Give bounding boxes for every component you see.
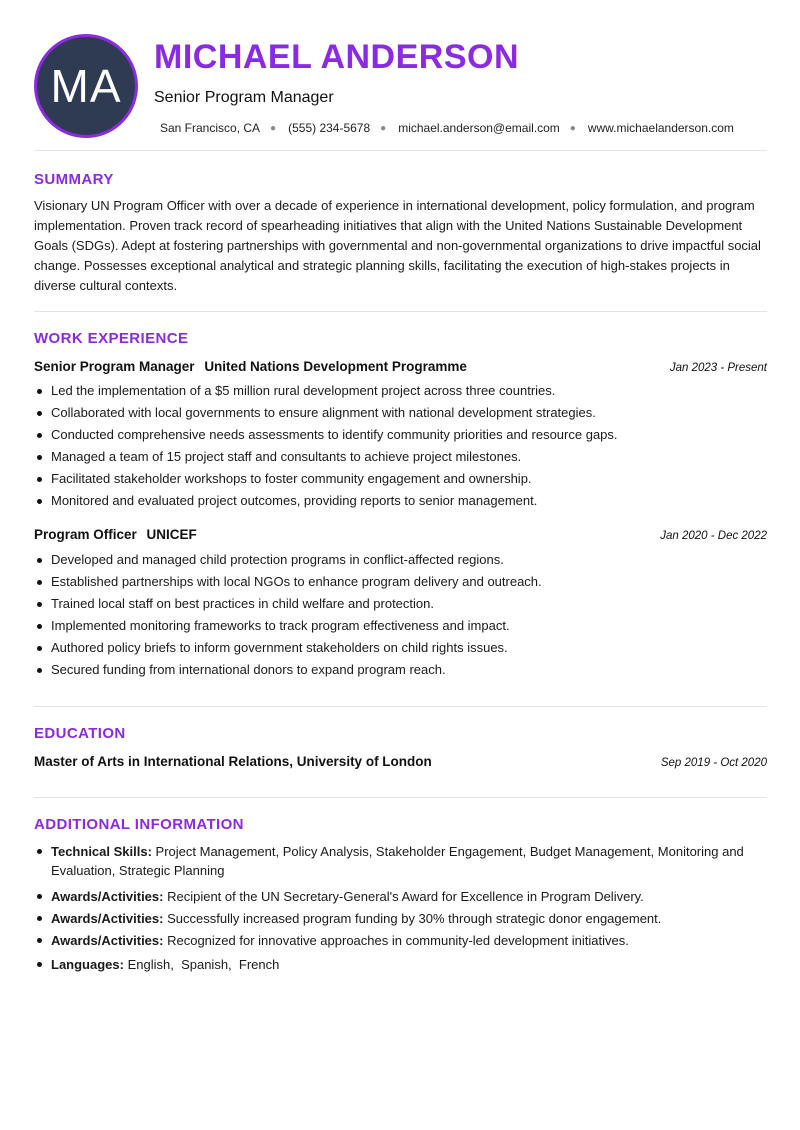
- contact-bar: [160, 121, 734, 135]
- job-organization: UNICEF: [146, 527, 197, 542]
- avatar: [34, 34, 138, 138]
- list-item: Secured funding from international donors to expand program reach.: [34, 659, 767, 681]
- list-item: Monitored and evaluated project outcomes, providing reports to senior management.: [34, 490, 767, 512]
- list-item: [34, 909, 767, 928]
- work-experience-heading: WORK EXPERIENCE: [34, 330, 189, 347]
- candidate-role: Senior Program Manager: [154, 89, 334, 106]
- additional-info-heading: ADDITIONAL INFORMATION: [34, 816, 244, 833]
- divider: [34, 150, 767, 151]
- separator-dot: ●: [270, 122, 277, 134]
- job-position: Program Officer: [34, 527, 137, 542]
- list-item: [34, 842, 767, 880]
- item-text: Recognized for innovative approaches in community-led development initiatives.: [167, 933, 629, 948]
- list-item: Developed and managed child protection programs in conflict-affected regions.: [34, 549, 767, 571]
- list-item: Established partnerships with local NGOs to enhance program delivery and outreach.: [34, 571, 767, 593]
- list-item: Trained local staff on best practices in child welfare and protection.: [34, 593, 767, 615]
- job-title: [34, 527, 197, 542]
- divider: [34, 706, 767, 707]
- email-link[interactable]: michael.anderson@email.com: [398, 121, 560, 135]
- job-organization: United Nations Development Programme: [204, 359, 467, 374]
- degree: Master of Arts in International Relations, University of London: [34, 754, 432, 769]
- job-position: Senior Program Manager: [34, 359, 195, 374]
- item-label: Technical Skills:: [51, 844, 152, 859]
- additional-info-list: [34, 842, 767, 974]
- job-title: [34, 359, 467, 374]
- list-item: Authored policy briefs to inform government stakeholders on child rights issues.: [34, 637, 767, 659]
- item-text: Project Management, Policy Analysis, Stakeholder Engagement, Budget Management, Monitoring and Evaluation, Strategic Planning: [51, 844, 744, 878]
- item-label: Awards/Activities:: [51, 933, 164, 948]
- summary-text: Visionary UN Program Officer with over a decade of experience in international development, policy formulation, and program implementation. Proven track record of spearheading initiatives that align with the United Nations Sustainable Development Goals (SDGs). Adept at fostering partnerships with governmental and non-governmental organizations to drive impactful social change. Possesses exceptional analytical and strategic planning skills, facilitating the execution of high-stakes projects in diverse cultural contexts.: [34, 198, 761, 293]
- education-entry: [34, 754, 767, 769]
- education-dates: Sep 2019 - Oct 2020: [660, 757, 767, 769]
- list-item: [34, 887, 767, 906]
- list-item: [34, 955, 767, 974]
- job-header: [34, 359, 767, 374]
- item-text: English, Spanish, French: [127, 957, 280, 972]
- list-item: Conducted comprehensive needs assessments to identify community priorities and resource gaps.: [34, 424, 767, 446]
- summary-heading: SUMMARY: [34, 171, 114, 188]
- list-item: Managed a team of 15 project staff and consultants to achieve project milestones.: [34, 446, 767, 468]
- website-link[interactable]: www.michaelanderson.com: [587, 121, 734, 135]
- job-dates: Jan 2020 - Dec 2022: [660, 530, 767, 542]
- item-label: Languages:: [51, 957, 124, 972]
- avatar-initials: MA: [50, 60, 122, 112]
- separator-dot: ●: [380, 122, 387, 134]
- list-item: Collaborated with local governments to ensure alignment with national development strategies.: [34, 402, 767, 424]
- list-item: Facilitated stakeholder workshops to foster community engagement and ownership.: [34, 468, 767, 490]
- list-item: Led the implementation of a $5 million rural development project across three countries.: [34, 380, 767, 402]
- list-item: Implemented monitoring frameworks to track program effectiveness and impact.: [34, 615, 767, 637]
- job-dates: Jan 2023 - Present: [669, 362, 767, 374]
- item-text: Recipient of the UN Secretary-General's Award for Excellence in Program Delivery.: [167, 889, 644, 904]
- job-bullets: [34, 549, 767, 681]
- item-label: Awards/Activities:: [51, 911, 164, 926]
- job-header: [34, 527, 767, 542]
- item-text: Successfully increased program funding by 30% through strategic donor engagement.: [167, 911, 662, 926]
- job-bullets: [34, 380, 767, 512]
- divider: [34, 797, 767, 798]
- separator-dot: ●: [569, 122, 576, 134]
- item-label: Awards/Activities:: [51, 889, 164, 904]
- phone: (555) 234-5678: [288, 121, 371, 135]
- education-heading: EDUCATION: [34, 725, 126, 742]
- candidate-name: MICHAEL ANDERSON: [154, 38, 520, 76]
- list-item: [34, 931, 767, 950]
- location: San Francisco, CA: [160, 121, 261, 135]
- divider: [34, 311, 767, 312]
